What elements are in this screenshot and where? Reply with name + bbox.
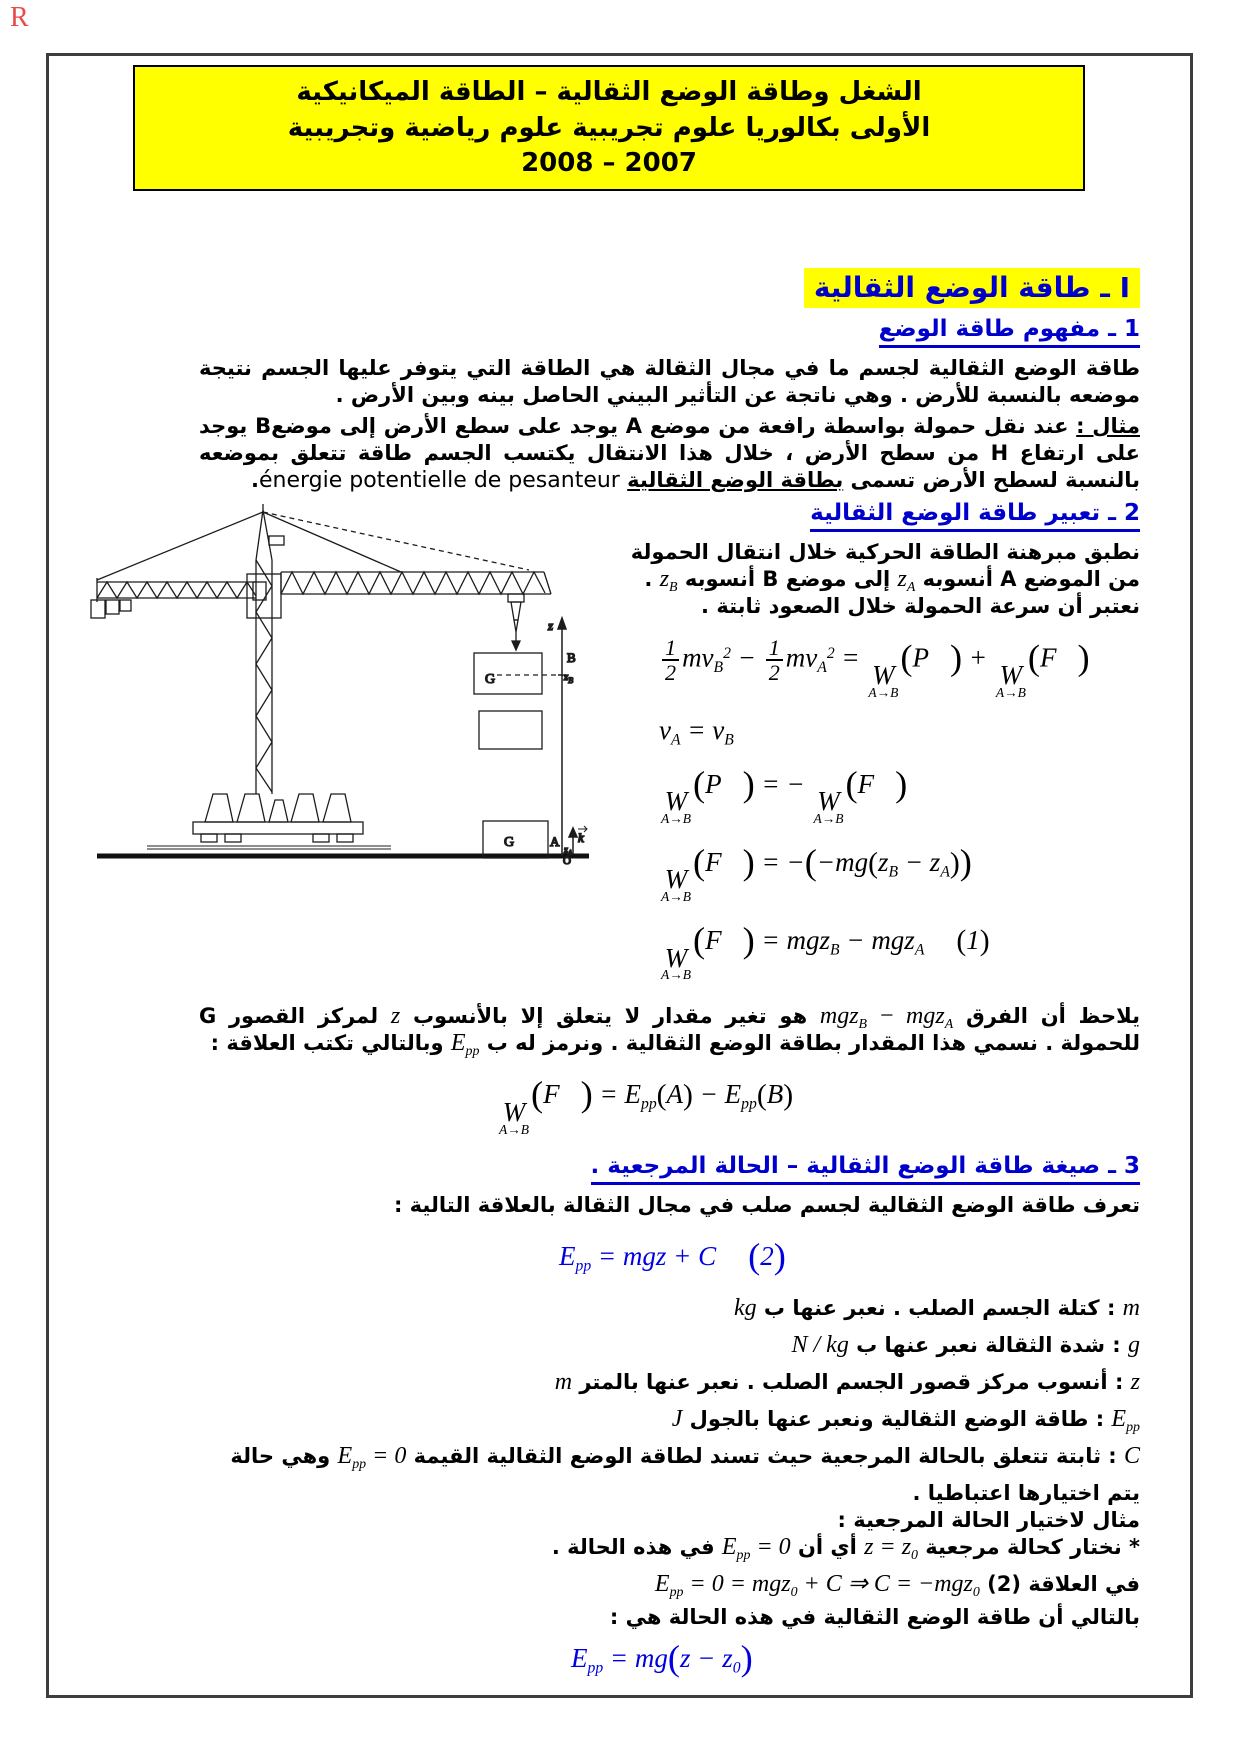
title-box: [133, 65, 1085, 191]
crane-tower: [247, 504, 284, 794]
paragraph-concept: طاقة الوضع الثقالية لجسم ما في مجال الثقالة هي الطاقة التي يتوفر عليها الجسم نتيجة موضعه بالنسبة للأرض . وهي ناتجة عن التأثير البيني الحاصل بينه وبين الأرض .: [199, 356, 1140, 407]
title-line-1: الشغل وطاقة الوضع الثقالية – الطاقة الميكانيكية: [296, 77, 922, 108]
crane-jib: [281, 572, 551, 594]
label-origin: O: [563, 855, 571, 867]
subsection-3-heading: 3 ـ صيغة طاقة الوضع الثقالية – الحالة المرجعية .: [591, 1151, 1140, 1185]
crane-base: [193, 794, 363, 842]
subsection-1-heading: 1 ـ مفهوم طاقة الوضع: [879, 314, 1140, 348]
z-axis: [547, 618, 587, 867]
equation-kinetic-energy: $\frac{1}{2}$ $mv_B^2$ − $\frac{1}{2}$ $mv_A^2$ = W A→B (P⃗) + W A→B (F⃗): [659, 636, 1140, 698]
equation-epp-formula: $E_{pp}$ = mgz + C (2): [559, 1235, 786, 1276]
definition-altitude: z : أنسوب مركز قصور الجسم الصلب . نعبر عنها بالمتر m: [554, 1368, 1140, 1395]
title-year: 2008 – 2007: [521, 148, 697, 179]
definition-gravity: g : شدة الثقالة نعبر عنها ب N / kg: [791, 1331, 1140, 1358]
definition-constant: C : ثابتة تتعلق بالحالة المرجعية حيث تسند لطاقة الوضع الثقالية القيمة $E_{pp} = 0$ وهي حالة: [230, 1442, 1140, 1472]
equation-epp-relation: W A→B (F⃗) = $E_{pp}(A) - E_{pp}(B)$: [499, 1073, 794, 1137]
load-box-middle: [479, 711, 542, 749]
paragraph-apply-line-1: نطبق مبرهنة الطاقة الحركية خلال انتقال الحمولة: [630, 540, 1140, 564]
load-box-b: [474, 653, 559, 694]
paragraph-conclusion: بالتالي أن طاقة الوضع الثقالية في هذه الحالة هي :: [609, 1604, 1140, 1629]
definition-epp: $E_{pp}$ : طاقة الوضع الثقالية ونعبر عنها بالجول J: [671, 1405, 1140, 1435]
section-1-heading-row: [199, 268, 1140, 308]
watermark-letter: R: [10, 2, 29, 33]
label-g-top: G: [485, 672, 496, 687]
equation-work-weight: W A→B (P⃗) = − W A→B (F⃗): [661, 763, 908, 827]
equation-constant-speed: $v_A = v_B$: [659, 715, 734, 749]
paragraph-ref-relation: في العلاقة (2) $E_{pp} = 0 = mgz_0 + C$ ⇒ C = −mgz$_0$: [654, 1570, 1140, 1600]
subsection-1-heading-row: [199, 314, 1140, 355]
label-g-bottom: G: [504, 835, 515, 850]
subsection-3-heading-row: [199, 1151, 1140, 1192]
page-border-frame: [46, 53, 1193, 1698]
subsection-2-heading: 2 ـ تعبير طاقة الوضع الثقالية: [810, 498, 1140, 532]
label-za: $z_A$: [564, 845, 573, 857]
paragraph-apply-line-2: من الموضع A أنسوبه $z_A$ إلى موضع B أنسوبه $z_B$ .: [644, 566, 1140, 595]
ground-line: [97, 846, 589, 856]
definition-constant-cont: يتم اختيارها اعتباطيا .: [912, 1480, 1140, 1505]
equation-work-force-2: W A→B (F⃗) = mgz$_B$ − mgz$_A$ (1): [661, 919, 990, 983]
paragraph-ref-choice: * نختار كحالة مرجعية $z = z_0$ أي أن $E_{pp} = 0$ في هذه الحالة .: [551, 1533, 1140, 1563]
crane-hook: [508, 594, 524, 650]
paragraph-apply-line-3: نعتبر أن سرعة الحمولة خلال الصعود ثابتة .: [701, 594, 1140, 618]
title-line-2: الأولى بكالوريا علوم تجريبية علوم رياضية وتجريبية: [287, 112, 931, 143]
paragraph-example: مثال : عند نقل حمولة بواسطة رافعة من موضع A يوجد على سطع الأرض إلى موضعB يوجد على ارتفاع H من سطح الأرض ، خلال هذا الانتقال يكتسب الجسم طاقة تتعلق بموضعه بالنسبة لسطح الأرض تسمى بطاقة الوضع الثقالية énergie potentielle de pesanteur.: [199, 414, 1140, 493]
label-point-b: B: [567, 650, 576, 665]
section-1-heading: I ـ طاقة الوضع الثقالية: [804, 268, 1140, 308]
crane-counter-jib: [91, 578, 256, 618]
crane-cables: [97, 512, 529, 580]
definition-mass: m : كتلة الجسم الصلب . نعبر عنها ب kg: [733, 1294, 1140, 1321]
paragraph-definition-intro: تعرف طاقة الوضع الثقالية لجسم صلب في مجال الثقالة بالعلاقة التالية :: [393, 1192, 1140, 1217]
equation-epp-final: $E_{pp} = mg(z - z_0)$: [571, 1637, 753, 1678]
label-point-a: A: [550, 834, 560, 849]
paragraph-remark: يلاحظ أن الفرق mgz$_B$ − mgz$_A$ هو تغير مقدار لا يتعلق إلا بالأنسوب z لمركز القصور G للحمولة . نسمي هذا المقدار بطاقة الوضع الثقالية . ونرمز له ب $E_{pp}$ وبالتالي تكتب العلاقة :: [199, 1002, 1141, 1059]
label-k-vector: k: [578, 830, 584, 845]
label-z-axis: z: [548, 618, 554, 633]
equation-work-force-1: W A→B (F⃗) = $-(-mg(z_B - z_A))$: [661, 841, 972, 905]
crane-figure: [89, 502, 597, 870]
load-box-a: [483, 821, 548, 858]
label-zb: $z_B$: [564, 671, 574, 685]
document-body: [199, 268, 1140, 1696]
paragraph-ref-example-title: مثال لاختيار الحالة المرجعية :: [837, 1507, 1140, 1532]
